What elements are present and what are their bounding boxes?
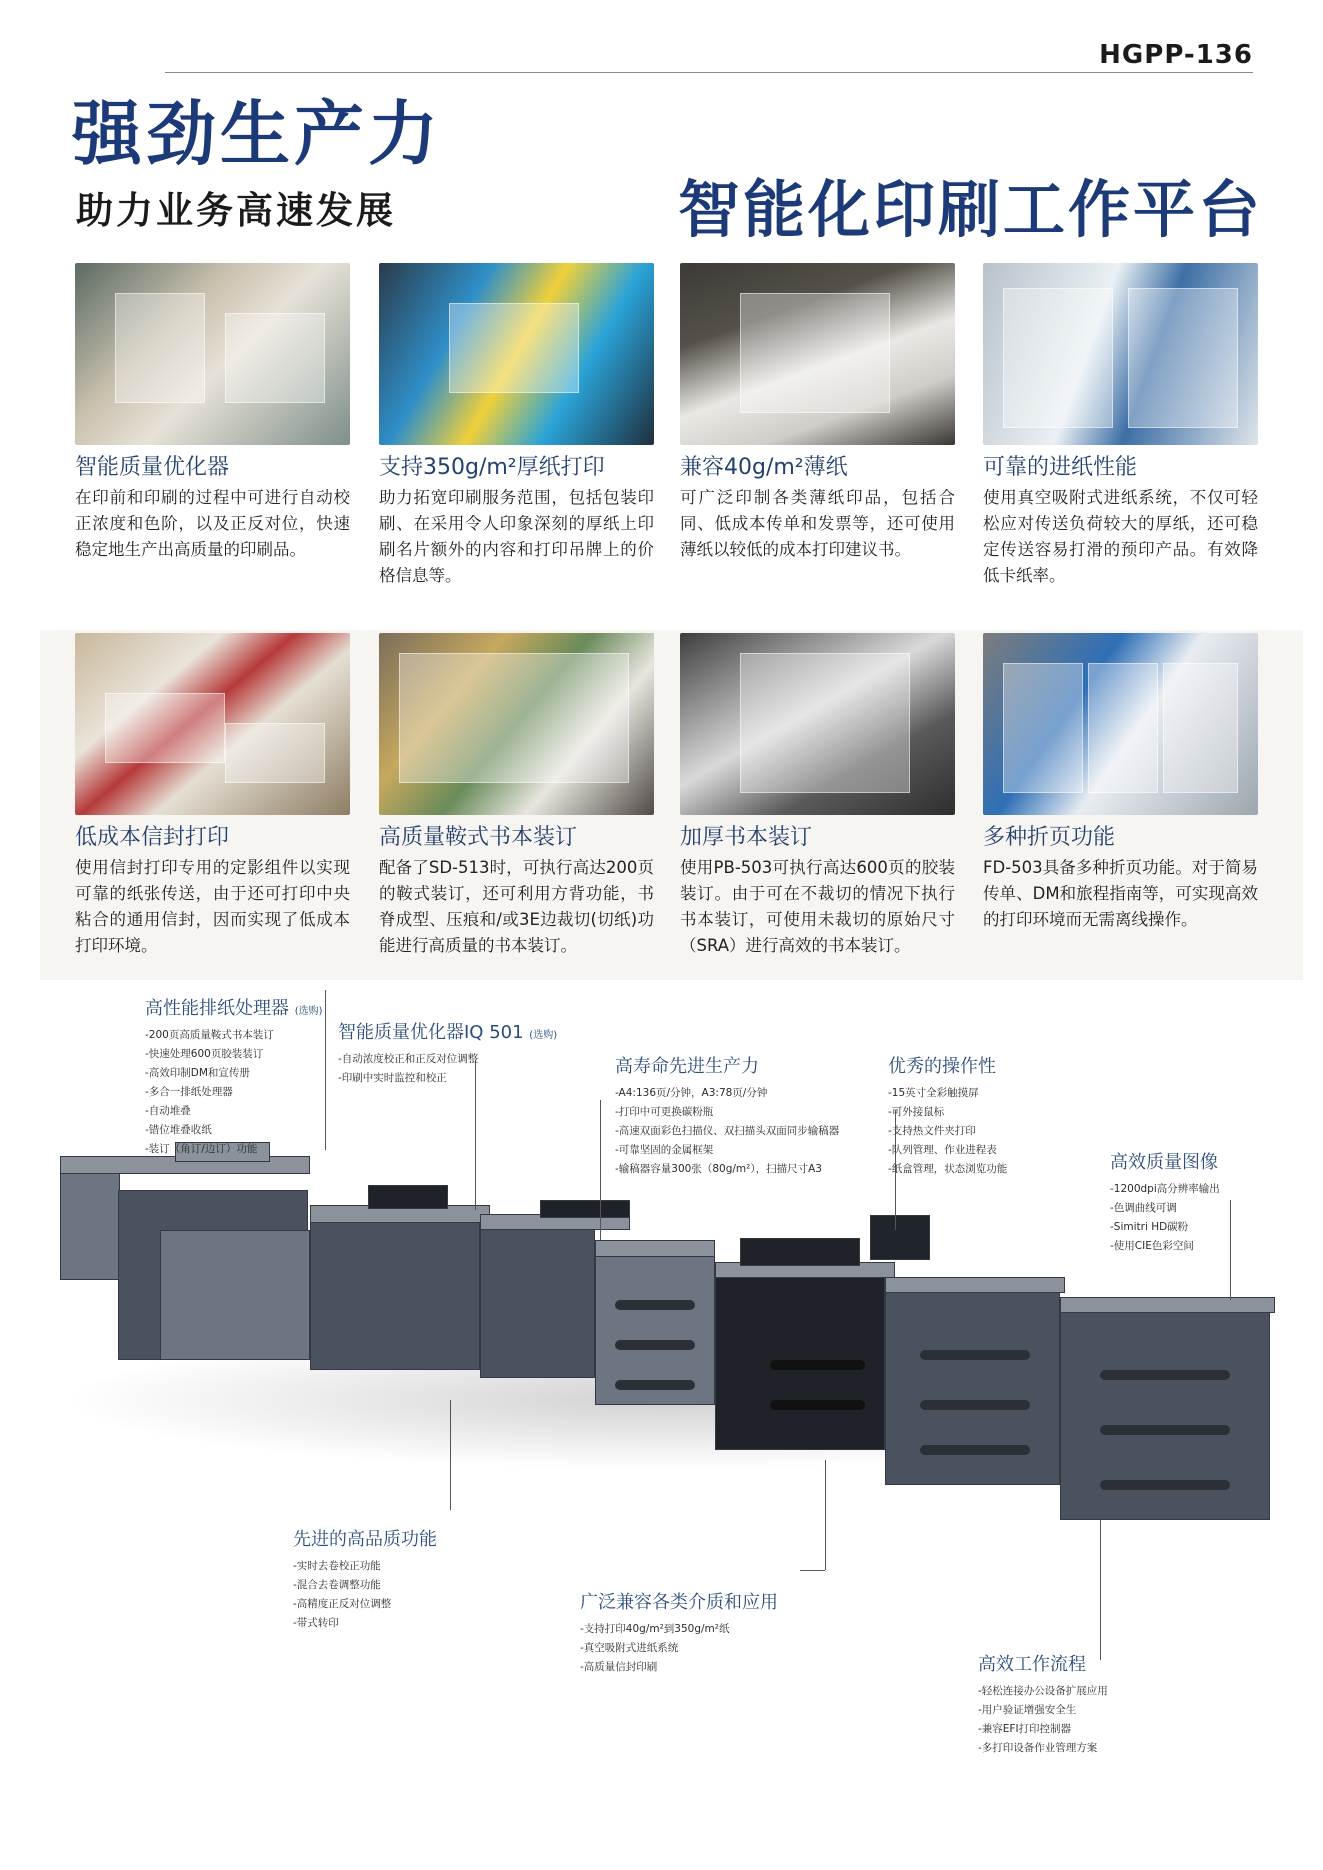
annotation-item: -高速双面彩色扫描仪、双扫描头双面同步输稿器 (615, 1125, 840, 1137)
feature-text: 使用信封打印专用的定影组件以实现可靠的纸张传送，由于还可打印中央粘合的通用信封，因而实现了低成本打印环境。 (75, 858, 350, 955)
annotation-item: -用户验证增强安全生 (978, 1704, 1077, 1716)
feature-title: 可靠的进纸性能 (983, 455, 1138, 480)
drawer-handle (920, 1445, 1030, 1455)
drawer-handle (1100, 1425, 1230, 1435)
annotation-item: -可外接鼠标 (888, 1106, 945, 1118)
subtitle-left: 助力业务高速发展 (76, 189, 396, 232)
annotation-image-quality (1110, 1148, 1220, 1256)
binder-module (368, 1185, 448, 1209)
drawer-handle (1100, 1370, 1230, 1380)
annotation-title: 高效质量图像 (1110, 1152, 1218, 1173)
annotation-item: -多合一排纸处理器 (145, 1086, 233, 1098)
annotation-item: -轻松连接办公设备扩展应用 (978, 1685, 1108, 1697)
annotation-iq501 (338, 1018, 557, 1088)
annotation-item: -高质量信封印刷 (580, 1661, 658, 1673)
annotation-item: -高精度正反对位调整 (293, 1598, 392, 1610)
annotation-item: -色调曲线可调 (1110, 1202, 1177, 1214)
iq501-top (595, 1240, 715, 1257)
annotation-title: 优秀的操作性 (888, 1056, 996, 1077)
photo-thick-paper (379, 263, 654, 445)
optional-tag: (选购) (529, 1030, 558, 1041)
annotation-quality-functions (293, 1525, 437, 1633)
annotation-item: -实时去卷校正功能 (293, 1560, 381, 1572)
leader-line (1230, 1200, 1231, 1300)
annotation-title: 高寿命先进生产力 (615, 1056, 759, 1077)
annotation-item: -快速处理600页胶装装订 (145, 1048, 264, 1060)
annotation-title: 先进的高品质功能 (293, 1529, 437, 1550)
annotation-title: 高性能排纸处理器 (145, 998, 289, 1019)
drawer-handle (770, 1360, 865, 1370)
feature-text: 在印前和印刷的过程中可进行自动校正浓度和色阶，以及正反对位，快速稳定地生产出高质量的印刷品。 (75, 488, 350, 559)
annotation-stacker (145, 994, 323, 1159)
leader-line (450, 1400, 451, 1510)
photo-thin-paper (680, 263, 955, 445)
feature-title: 加厚书本装订 (680, 825, 813, 850)
annotation-item: -支持打印40g/m²到350g/m²纸 (580, 1623, 730, 1635)
leader-line (1100, 1520, 1101, 1660)
feature-title: 低成本信封打印 (75, 825, 230, 850)
annotation-item: -多打印设备作业管理方案 (978, 1742, 1098, 1754)
annotation-item: -带式转印 (293, 1617, 339, 1629)
annotation-item: -打印中可更换碳粉瓶 (615, 1106, 714, 1118)
annotation-title: 智能质量优化器IQ 501 (338, 1022, 524, 1043)
photo-prints (75, 263, 350, 445)
scanner-adf (740, 1238, 860, 1266)
stacker-side (160, 1230, 310, 1360)
feature-title: 支持350g/m²厚纸打印 (379, 455, 605, 480)
photo-booklet (379, 633, 654, 815)
drawer-handle (1100, 1480, 1230, 1490)
annotation-item: -自动堆叠 (145, 1105, 191, 1117)
leader-line (325, 990, 326, 1150)
feature-title: 高质量鞍式书本装订 (379, 825, 578, 850)
annotation-item: -混合去卷调整功能 (293, 1579, 381, 1591)
annotation-item: -高效印制DM和宣传册 (145, 1067, 250, 1079)
feature-text: 助力拓宽印刷服务范围，包括包装印刷、在采用令人印象深刻的厚纸上印刷名片额外的内容和打印吊牌上的价格信息等。 (379, 488, 654, 585)
feature-title: 兼容40g/m²薄纸 (680, 455, 848, 480)
annotation-workflow (978, 1650, 1108, 1758)
inserter-tray (540, 1200, 630, 1218)
annotation-item: -支持热文件夹打印 (888, 1125, 976, 1137)
annotation-productivity (615, 1052, 839, 1179)
annotation-item: -Simitri HD碳粉 (1110, 1221, 1189, 1233)
feature-card-paper-feed (983, 263, 1258, 589)
feature-card-thin-paper (680, 263, 955, 563)
binder-unit (310, 1220, 480, 1370)
annotation-item: -队列管理、作业进程表 (888, 1144, 997, 1156)
paper-feed-top (885, 1277, 1065, 1293)
control-panel-screen (870, 1215, 930, 1260)
feature-card-quality-optimizer (75, 263, 350, 563)
annotation-item: -兼容EFI打印控制器 (978, 1723, 1072, 1735)
feature-card-envelope (75, 633, 350, 959)
annotation-item: -装订（角订/边订）功能 (145, 1143, 258, 1155)
leader-line (600, 1100, 601, 1240)
inserter-unit (480, 1228, 595, 1378)
photo-brochure (983, 263, 1258, 445)
feature-text: 使用PB-503可执行高达600页的胶装装订。由于可在不裁切的情况下执行书本装订，可使用未裁切的原始尺寸（SRA）进行高效的书本装订。 (680, 858, 955, 955)
headline: 强劲生产力 (72, 93, 442, 175)
annotation-item: -输稿器容量300张（80g/m²），扫描尺寸A3 (615, 1163, 822, 1175)
annotation-item: -A4:136页/分钟，A3:78页/分钟 (615, 1087, 768, 1099)
drawer-handle (615, 1380, 695, 1390)
drawer-handle (770, 1400, 865, 1410)
annotation-item: -真空吸附式进纸系统 (580, 1642, 679, 1654)
annotation-media (580, 1588, 778, 1677)
annotation-item: -使用CIE色彩空间 (1110, 1240, 1194, 1252)
model-number: HGPP-136 (1099, 40, 1253, 70)
drawer-handle (615, 1340, 695, 1350)
optional-tag: (选购) (294, 1006, 323, 1017)
feature-card-saddle-stitch (379, 633, 654, 959)
annotation-item: -纸盒管理，状态浏览功能 (888, 1163, 1008, 1175)
leader-line (800, 1570, 825, 1571)
drawer-handle (920, 1400, 1030, 1410)
drawer-handle (615, 1300, 695, 1310)
feature-card-perfect-binding (680, 633, 955, 959)
feature-text: 配备了SD-513时，可执行高达200页的鞍式装订，还可利用方背功能，书脊成型、压痕和/或3E边裁切(切纸)功能进行高质量的书本装订。 (379, 858, 654, 955)
paper-feed-unit (885, 1290, 1060, 1485)
feature-text: 使用真空吸附式进纸系统，不仅可轻松应对传送负荷较大的厚纸，还可稳定传送容易打滑的预印产品。有效降低卡纸率。 (983, 488, 1258, 585)
annotation-title: 高效工作流程 (978, 1654, 1086, 1675)
photo-envelopes (75, 633, 350, 815)
feature-text: 可广泛印制各类薄纸印品，包括合同、低成本传单和发票等，还可使用薄纸以较低的成本打印建议书。 (680, 488, 955, 559)
annotation-item: -15英寸全彩触摸屏 (888, 1087, 979, 1099)
feature-text: FD-503具备多种折页功能。对于简易传单、DM和旅程指南等，可实现高效的打印环境而无需离线操作。 (983, 858, 1258, 929)
feature-title: 智能质量优化器 (75, 455, 230, 480)
finisher-unit (60, 1170, 120, 1280)
annotation-item: -错位堆叠收纸 (145, 1124, 212, 1136)
subtitle-right: 智能化印刷工作平台 (677, 173, 1263, 246)
annotation-item: -200页高质量鞍式书本装订 (145, 1029, 274, 1041)
leader-line (825, 1460, 826, 1570)
photo-thick-book (680, 633, 955, 815)
annotation-title: 广泛兼容各类介质和应用 (580, 1592, 778, 1613)
annotation-item: -印刷中实时监控和校正 (338, 1072, 447, 1084)
feature-card-thick-paper (379, 263, 654, 589)
paper-feed-top (1060, 1297, 1275, 1313)
feature-title: 多种折页功能 (983, 825, 1116, 850)
annotation-item: -自动浓度校正和正反对位调整 (338, 1053, 479, 1065)
annotation-operation (888, 1052, 1007, 1179)
annotation-item: -可靠坚固的金属框架 (615, 1144, 714, 1156)
photo-folded-brochure (983, 633, 1258, 815)
annotation-item: -1200dpi高分辨率输出 (1110, 1183, 1220, 1195)
drawer-handle (920, 1350, 1030, 1360)
feature-card-folding (983, 633, 1258, 933)
top-rule (165, 72, 1253, 73)
production-press-illustration (0, 990, 1323, 1850)
